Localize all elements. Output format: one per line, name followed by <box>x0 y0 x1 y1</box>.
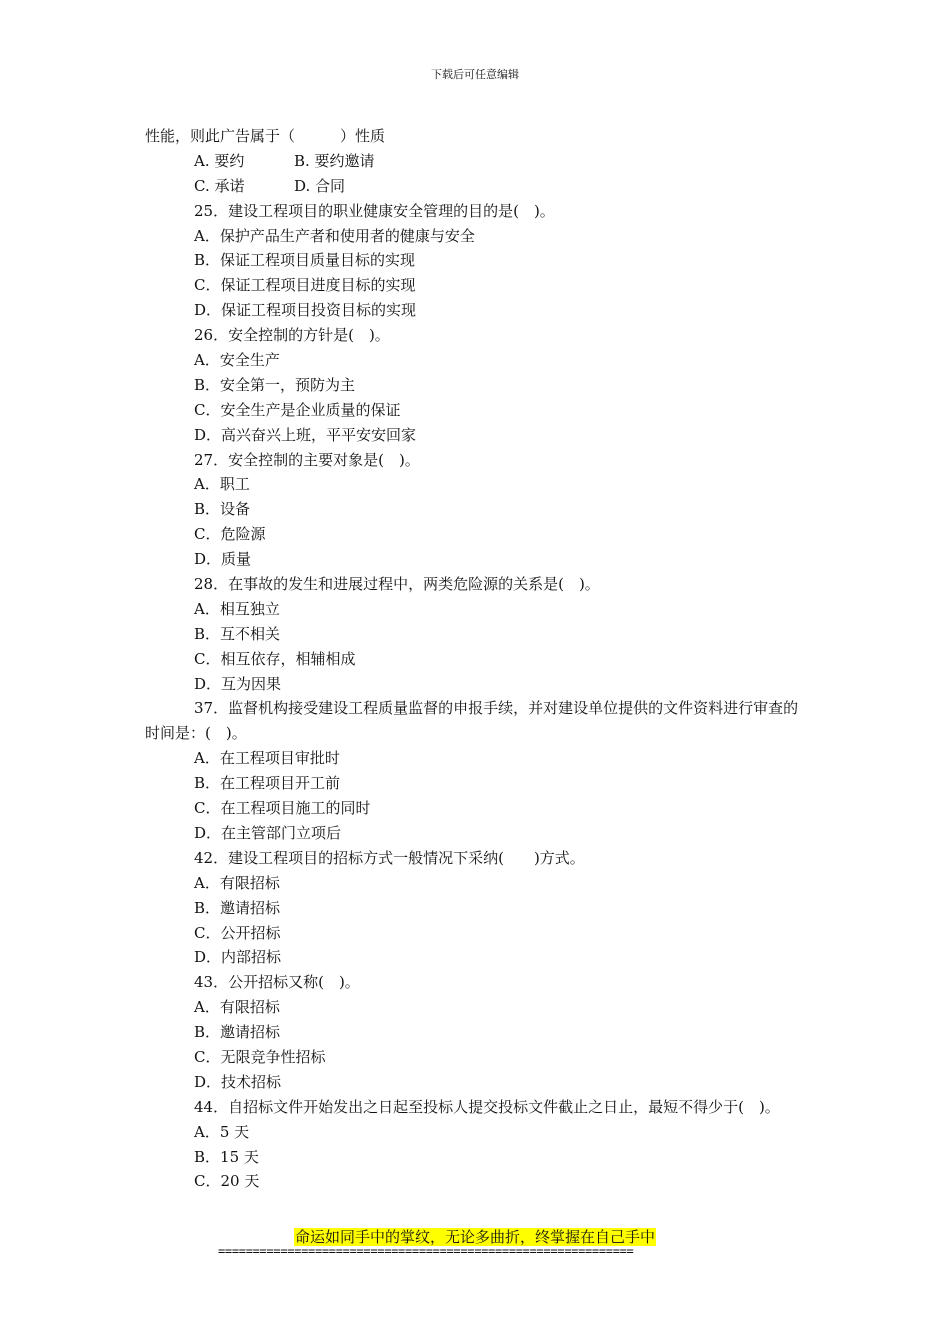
answer-option: B．设备 <box>194 500 251 519</box>
answer-option: A．职工 <box>194 475 250 494</box>
option-d: D. 合同 <box>294 176 346 195</box>
answer-option: B．在工程项目开工前 <box>194 774 341 793</box>
option-row <box>145 174 810 199</box>
answer-option: B．邀请招标 <box>194 1023 281 1042</box>
answer-option: D．保证工程项目投资目标的实现 <box>194 301 417 320</box>
answer-option: D．互为因果 <box>194 674 282 693</box>
question-stem: 37．监督机构接受建设工程质量监督的申报手续，并对建设单位提供的文件资料进行审查的时间是：( )。 <box>145 699 799 743</box>
intro-line: 性能，则此广告属于（ ）性质 <box>145 127 386 145</box>
answer-option: D．技术招标 <box>194 1072 282 1091</box>
answer-option: C．危险源 <box>194 525 266 544</box>
answer-option: B．邀请招标 <box>194 898 281 917</box>
question-stem: 26．安全控制的方针是( )。 <box>194 326 390 345</box>
answer-option: C．安全生产是企业质量的保证 <box>194 400 401 419</box>
option-a: A. 要约 <box>194 151 245 170</box>
footer-divider: ============================================================ <box>218 1244 634 1258</box>
answer-option: C．在工程项目施工的同时 <box>194 799 371 818</box>
footer-motto-text: 命运如同手中的掌纹，无论多曲折，终掌握在自己手中 <box>294 1228 655 1246</box>
answer-option: B．15 天 <box>194 1147 259 1166</box>
answer-option: A．安全生产 <box>194 351 280 370</box>
question-stem: 28．在事故的发生和进展过程中，两类危险源的关系是( )。 <box>194 575 600 594</box>
page-header: 下载后可任意编辑 <box>431 68 519 81</box>
answer-option: C．保证工程项目进度目标的实现 <box>194 276 416 295</box>
question-stem: 43．公开招标又称( )。 <box>194 973 360 992</box>
question-stem: 42．建设工程项目的招标方式一般情况下采纳( )方式。 <box>194 848 585 867</box>
answer-option: C．相互依存，相辅相成 <box>194 649 356 668</box>
answer-option: B．互不相关 <box>194 624 281 643</box>
document-body <box>145 124 810 1194</box>
question-stem: 44．自招标文件开始发出之日起至投标人提交投标文件截止之日止，最短不得少于( )。 <box>194 1097 780 1116</box>
question-stem: 27．安全控制的主要对象是( )。 <box>194 450 420 469</box>
answer-option: A．5 天 <box>194 1122 250 1141</box>
option-b: B. 要约邀请 <box>294 151 375 170</box>
option-row <box>145 149 810 174</box>
answer-option: C．20 天 <box>194 1172 260 1191</box>
answer-option: D．在主管部门立项后 <box>194 823 342 842</box>
question-stem: 25．建设工程项目的职业健康安全管理的目的是( )。 <box>194 201 555 220</box>
answer-option: A．相互独立 <box>194 599 280 618</box>
answer-option: A．保护产品生产者和使用者的健康与安全 <box>194 226 475 245</box>
answer-option: D．质量 <box>194 550 252 569</box>
answer-option: A．有限招标 <box>194 998 280 1017</box>
answer-option: A．有限招标 <box>194 873 280 892</box>
answer-option: A．在工程项目审批时 <box>194 749 340 768</box>
answer-option: B．保证工程项目质量目标的实现 <box>194 251 416 270</box>
answer-option: C．公开招标 <box>194 923 281 942</box>
option-c: C. 承诺 <box>194 176 245 195</box>
answer-option: B．安全第一，预防为主 <box>194 375 356 394</box>
answer-option: D．高兴奋兴上班，平平安安回家 <box>194 425 417 444</box>
answer-option: D．内部招标 <box>194 948 282 967</box>
answer-option: C．无限竞争性招标 <box>194 1047 326 1066</box>
